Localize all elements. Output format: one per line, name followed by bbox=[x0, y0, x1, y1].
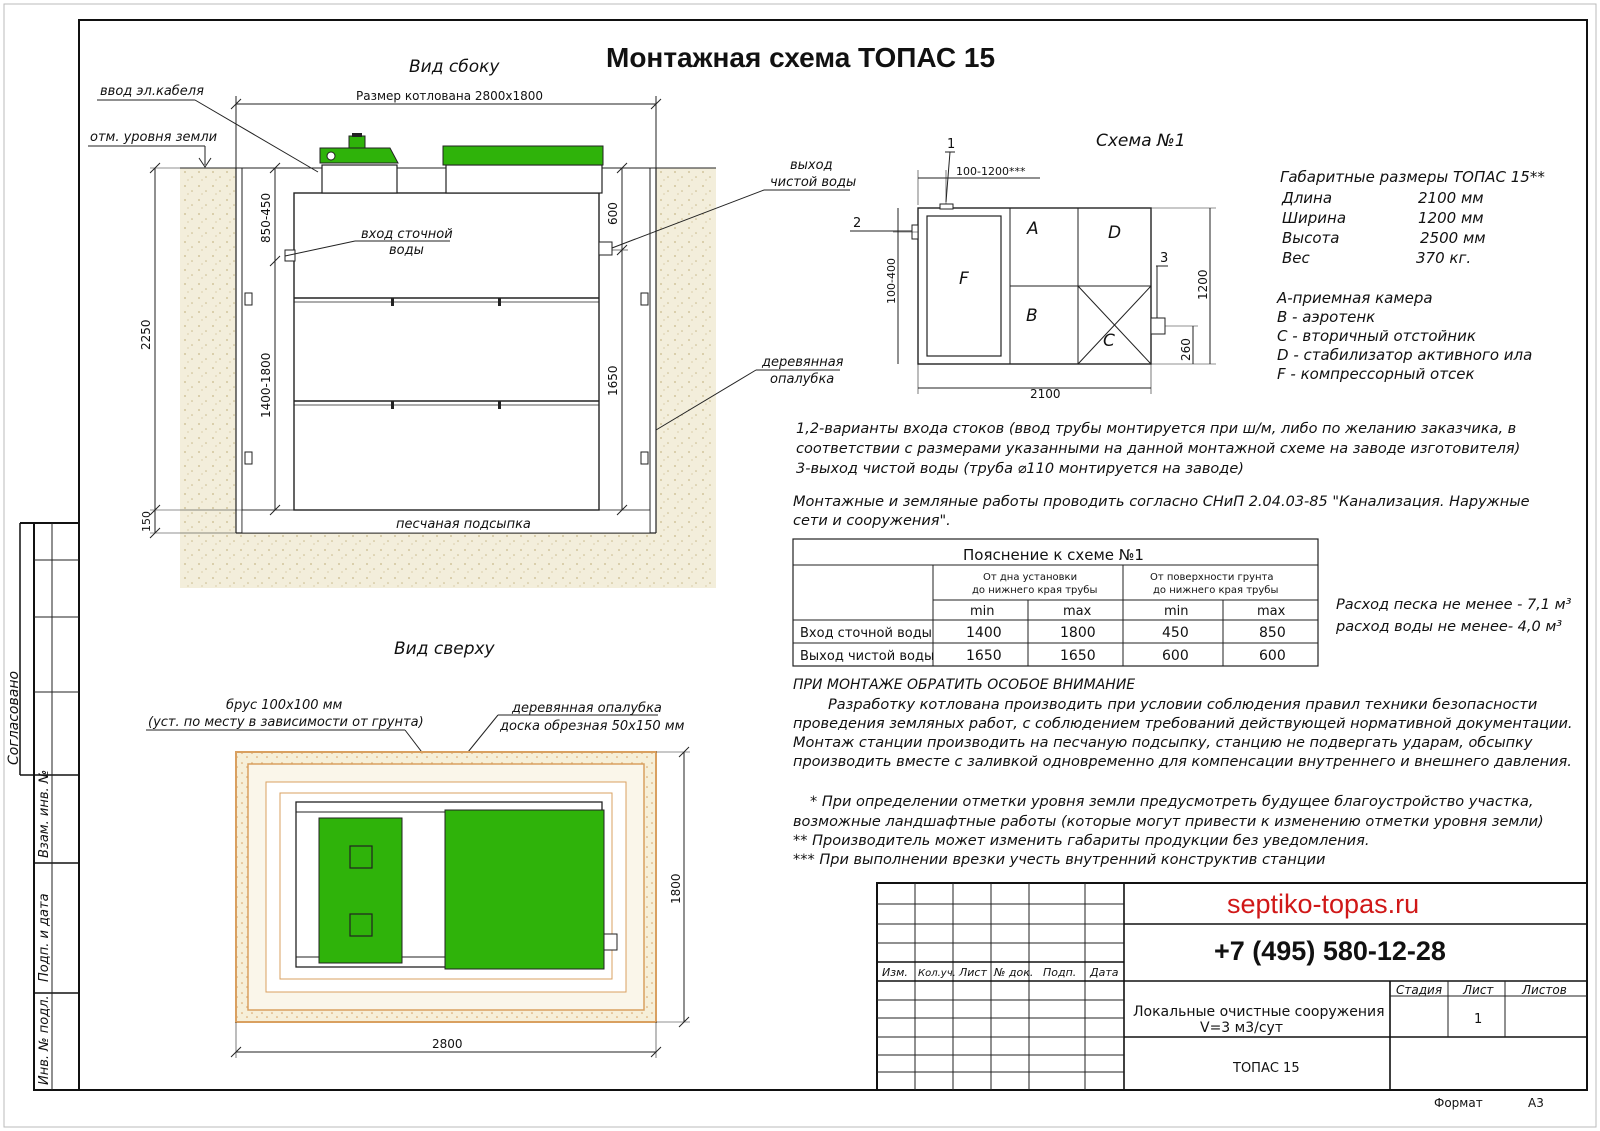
water-consumption: расход воды не менее- 4,0 м³ bbox=[1336, 619, 1563, 635]
legend-b: B - аэротенк bbox=[1277, 308, 1376, 326]
stage-label: Стадия bbox=[1396, 983, 1443, 997]
plan-lid-large bbox=[445, 810, 604, 969]
top-formwork-label-1: деревянная опалубка bbox=[512, 701, 662, 716]
dim-2250: 2250 bbox=[139, 319, 153, 350]
row2-v2: 1650 bbox=[1060, 648, 1096, 664]
note-2: соответствии с размерами указанными на данной монтажной схеме на заводе изготовителя) bbox=[796, 441, 1521, 457]
dim-1200: 1200 bbox=[1196, 269, 1210, 300]
cell-b: B bbox=[1026, 306, 1038, 326]
row2-v1: 1650 bbox=[966, 648, 1002, 664]
footnote-3: ** Производитель может изменить габариты продукции без уведомления. bbox=[793, 833, 1370, 849]
cell-d: D bbox=[1108, 223, 1122, 243]
specs bbox=[1280, 168, 1545, 267]
beam-label-1: брус 100x100 мм bbox=[226, 698, 343, 713]
sand-label: песчаная подсыпка bbox=[396, 517, 531, 532]
col-list: Лист bbox=[959, 966, 987, 979]
pipe-3-number: 3 bbox=[1160, 251, 1169, 266]
row1-v3: 450 bbox=[1162, 625, 1189, 641]
plan-lid-small bbox=[319, 818, 402, 963]
footnote-2: возможные ландшафтные работы (которые могут привести к изменению отметки уровня земли) bbox=[793, 814, 1544, 830]
side-stamp bbox=[6, 523, 79, 1090]
note-5: сети и сооружения". bbox=[793, 513, 951, 529]
attention bbox=[793, 677, 1573, 868]
row2-label: Выход чистой воды bbox=[800, 649, 935, 664]
phone-number: +7 (495) 580-12-28 bbox=[1214, 936, 1446, 966]
col-izm: Изм. bbox=[882, 966, 908, 979]
sheets-label: Листов bbox=[1522, 983, 1567, 997]
product-name-1: Локальные очистные сооружения bbox=[1133, 1004, 1385, 1020]
page-title: Монтажная схема ТОПАС 15 bbox=[606, 42, 996, 73]
inlet-label-1: вход сточной bbox=[361, 227, 453, 242]
side-view-heading: Вид сбоку bbox=[409, 57, 500, 77]
notes bbox=[793, 421, 1530, 529]
inv-label: Инв. № подл. bbox=[37, 995, 52, 1085]
specs-title: Габаритные размеры ТОПАС 15** bbox=[1280, 168, 1545, 186]
dim-2800: 2800 bbox=[432, 1037, 463, 1051]
format-label: Формат bbox=[1434, 1096, 1483, 1110]
group1-line2: до нижнего края трубы bbox=[972, 585, 1098, 596]
inlet-label-2: воды bbox=[389, 243, 424, 258]
attention-line-2: проведения земляных работ, с соблюдением требований действующей нормативной документации. bbox=[793, 716, 1573, 732]
spec-width-value: 1200 мм bbox=[1418, 209, 1484, 227]
pit-size-label: Размер котлована 2800x1800 bbox=[356, 89, 544, 103]
dim-100-1200: 100-1200*** bbox=[956, 165, 1026, 178]
spec-weight-label: Вес bbox=[1282, 249, 1310, 267]
legend bbox=[1276, 289, 1532, 383]
footnote-1: * При определении отметки уровня земли предусмотреть будущее благоустройство участка, bbox=[810, 794, 1534, 810]
spec-width-label: Ширина bbox=[1282, 209, 1347, 227]
agreed-label: Согласовано bbox=[6, 670, 22, 765]
attention-line-1: Разработку котлована производить при условии соблюдения правил техники безопасности bbox=[828, 697, 1538, 713]
dim-850-450: 850-450 bbox=[259, 192, 273, 243]
spec-weight-value: 370 кг. bbox=[1416, 249, 1472, 267]
spec-length-value: 2100 мм bbox=[1418, 189, 1484, 207]
pipe-1-number: 1 bbox=[947, 137, 956, 152]
sign-date-label: Подп. и дата bbox=[37, 893, 52, 982]
title-block bbox=[877, 883, 1587, 1110]
table-caption: Пояснение к схеме №1 bbox=[963, 546, 1144, 564]
outlet-label-2: чистой воды bbox=[770, 175, 857, 190]
legend-c: C - вторичный отстойник bbox=[1277, 327, 1476, 345]
top-formwork-label-2: доска обрезная 50x150 мм bbox=[500, 719, 685, 734]
attention-title: ПРИ МОНТАЖЕ ОБРАТИТЬ ОСОБОЕ ВНИМАНИЕ bbox=[793, 677, 1136, 693]
spec-height-label: Высота bbox=[1282, 229, 1340, 247]
group2-line2: до нижнего края трубы bbox=[1153, 585, 1279, 596]
row1-v4: 850 bbox=[1259, 625, 1286, 641]
sub-max-1: max bbox=[1063, 604, 1092, 619]
sand-consumption: Расход песка не менее - 7,1 м³ bbox=[1336, 597, 1572, 613]
dim-600: 600 bbox=[606, 202, 620, 225]
cable-label: ввод эл.кабеля bbox=[100, 84, 204, 99]
dim-1400-1800: 1400-1800 bbox=[259, 352, 273, 418]
pipe-2-number: 2 bbox=[853, 216, 862, 231]
side-view bbox=[88, 57, 856, 588]
dim-2100: 2100 bbox=[1030, 387, 1061, 401]
sub-min-1: min bbox=[970, 604, 995, 619]
attention-line-3: Монтаж станции производить на песчаную подсыпку, станцию не подвергать ударам, обсыпку bbox=[793, 735, 1533, 751]
cell-a: A bbox=[1027, 219, 1039, 239]
dim-1800: 1800 bbox=[669, 873, 683, 904]
col-sign: Подп. bbox=[1043, 966, 1077, 979]
sheet-value: 1 bbox=[1474, 1012, 1483, 1027]
col-date: Дата bbox=[1090, 966, 1119, 979]
dim-260: 260 bbox=[1179, 338, 1193, 361]
format-value: А3 bbox=[1528, 1096, 1544, 1110]
sub-max-2: max bbox=[1257, 604, 1286, 619]
row1-label: Вход сточной воды bbox=[800, 626, 932, 641]
note-3: 3-выход чистой воды (труба ⌀110 монтируется на заводе) bbox=[796, 461, 1244, 477]
explanation-table bbox=[793, 539, 1318, 666]
sheet-label: Лист bbox=[1463, 983, 1494, 997]
dim-1650: 1650 bbox=[606, 365, 620, 396]
top-view-heading: Вид сверху bbox=[394, 639, 495, 659]
dim-150: 150 bbox=[140, 511, 153, 532]
col-doc: № док. bbox=[994, 966, 1034, 979]
beam-label-2: (уст. по месту в зависимости от грунта) bbox=[148, 715, 424, 730]
site-url: septiko-topas.ru bbox=[1227, 889, 1420, 919]
note-4: Монтажные и земляные работы проводить согласно СНиП 2.04.03-85 "Канализация. Наружные bbox=[793, 494, 1530, 510]
sub-min-2: min bbox=[1164, 604, 1189, 619]
product-name-2: V=3 м3/сут bbox=[1200, 1020, 1283, 1036]
scheme-1 bbox=[850, 131, 1216, 401]
dim-100-400: 100-400 bbox=[885, 258, 898, 304]
outlet-label-1: выход bbox=[790, 158, 833, 173]
lid-large bbox=[443, 146, 603, 165]
legend-d: D - стабилизатор активного ила bbox=[1277, 346, 1533, 364]
legend-f: F - компрессорный отсек bbox=[1277, 365, 1475, 383]
spec-length-label: Длина bbox=[1282, 189, 1333, 207]
product-code: ТОПАС 15 bbox=[1233, 1061, 1300, 1076]
legend-a: A-приемная камера bbox=[1277, 289, 1433, 307]
attention-line-4: производить вместе с заливкой одновременно для компенсации внутреннего и внешнего давления. bbox=[793, 754, 1572, 770]
note-1: 1,2-варианты входа стоков (ввод трубы монтируется при ш/м, либо по желанию заказчика, в bbox=[796, 421, 1517, 437]
footnote-4: *** При выполнении врезки учесть внутренний конструктив станции bbox=[793, 852, 1326, 868]
top-view bbox=[146, 639, 690, 1058]
cell-c: C bbox=[1103, 331, 1115, 351]
row2-v4: 600 bbox=[1259, 648, 1286, 664]
replace-inv-label: Взам. инв. № bbox=[37, 769, 52, 858]
spec-height-value: 2500 мм bbox=[1420, 229, 1486, 247]
group2-line1: От поверхности грунта bbox=[1150, 572, 1274, 583]
formwork-label-1: деревянная bbox=[762, 355, 844, 370]
group1-line1: От дна установки bbox=[983, 572, 1078, 583]
cell-f: F bbox=[959, 269, 969, 289]
ground-label: отм. уровня земли bbox=[90, 130, 218, 145]
scheme-heading: Схема №1 bbox=[1096, 131, 1186, 151]
row2-v3: 600 bbox=[1162, 648, 1189, 664]
row1-v2: 1800 bbox=[1060, 625, 1096, 641]
col-kol: Кол.уч. bbox=[918, 968, 956, 979]
row1-v1: 1400 bbox=[966, 625, 1002, 641]
formwork-label-2: опалубка bbox=[770, 372, 835, 387]
